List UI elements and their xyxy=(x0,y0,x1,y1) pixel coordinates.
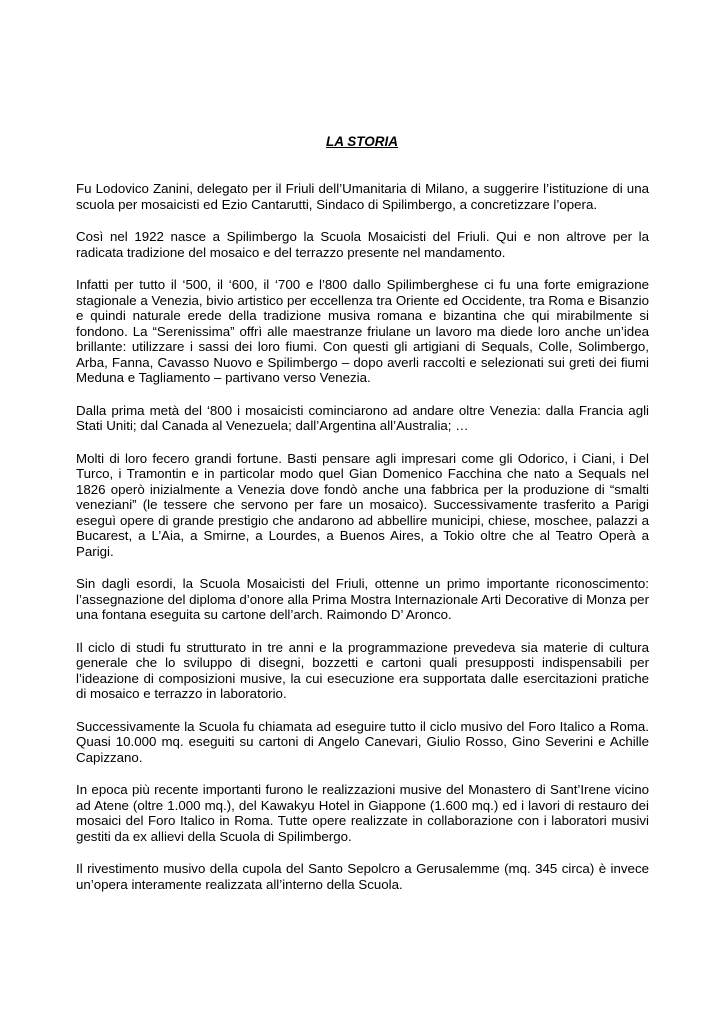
paragraph-5: Molti di loro fecero grandi fortune. Basti pensare agli impresari come gli Odorico, i Ciani, i Del Turco, i Tramontin e in particolar modo quel Gian Domenico Facchina che nato a Sequals nel 1826 operò inizialmente a Venezia dove fondò anche una fabbrica per la produzione di “smalti veneziani” (le tessere che servono per fare un mosaico). Successivamente trasferito a Parigi eseguì opere di grande prestigio che andarono ad abbellire municipi, chiese, moschee, palazzi a Bucarest, a L’Aia, a Smirne, a Lourdes, a Buenos Aires, a Tokio oltre che al Teatro Operà a Parigi. xyxy=(76,450,649,559)
paragraph-2: Così nel 1922 nasce a Spilimbergo la Scuola Mosaicisti del Friuli. Qui e non altrove per la radicata tradizione del mosaico e del terrazzo presente nel mandamento. xyxy=(76,229,649,260)
paragraph-7: Il ciclo di studi fu strutturato in tre anni e la programmazione prevedeva sia materie di cultura generale che lo sviluppo di disegni, bozzetti e cartoni quali presupposti indispensabili per l’ideazione di composizioni musive, la cui esecuzione era supportata dalle esercitazioni pratiche di mosaico e terrazzo in laboratorio. xyxy=(76,639,649,701)
paragraph-9: In epoca più recente importanti furono le realizzazioni musive del Monastero di Sant’Irene vicino ad Atene (oltre 1.000 mq.), del Kawakyu Hotel in Giappone (1.600 mq.) ed i lavori di restauro dei mosaici del Foro Italico in Roma. Tutte opere realizzate in collaborazione con i laboratori musivi gestiti da ex allievi della Scuola di Spilimbergo. xyxy=(76,782,649,844)
paragraph-1: Fu Lodovico Zanini, delegato per il Friuli dell’Umanitaria di Milano, a suggerire l’istituzione di una scuola per mosaicisti ed Ezio Cantarutti, Sindaco di Spilimbergo, a concretizzare l’opera. xyxy=(76,181,649,212)
paragraph-4: Dalla prima metà del ‘800 i mosaicisti cominciarono ad andare oltre Venezia: dalla Francia agli Stati Uniti; dal Canada al Venezuela; dall’Argentina all’Australia; … xyxy=(76,402,649,433)
paragraph-8: Successivamente la Scuola fu chiamata ad eseguire tutto il ciclo musivo del Foro Italico a Roma. Quasi 10.000 mq. eseguiti su cartoni di Angelo Canevari, Giulio Rosso, Gino Severini e Achille Capizzano. xyxy=(76,718,649,765)
paragraph-10: Il rivestimento musivo della cupola del Santo Sepolcro a Gerusalemme (mq. 345 circa) è invece un’opera interamente realizzata all’interno della Scuola. xyxy=(76,861,649,892)
page-title: LA STORIA xyxy=(325,134,398,149)
paragraph-6: Sin dagli esordi, la Scuola Mosaicisti del Friuli, ottenne un primo importante riconoscimento: l’assegnazione del diploma d’onore alla Prima Mostra Internazionale Arti Decorative di Monza per una fontana eseguita su cartone dell’arch. Raimondo D’ Aronco. xyxy=(76,576,649,622)
paragraph-3: Infatti per tutto il ‘500, il ‘600, il ‘700 e l’800 dallo Spilimberghese ci fu una forte emigrazione stagionale a Venezia, bivio artistico per eccellenza tra Oriente ed Occidente, tra Roma e Bisanzio e quindi naturale erede della tradizione musiva romana e bizantina che qui mirabilmente si fondono. La “Serenissima” offrì alle maestranze friulane un lavoro ma diede loro anche un’idea brillante: utilizzare i sassi dei loro fiumi. Con questi gli artigiani di Sequals, Colle, Solimbergo, Arba, Fanna, Cavasso Nuovo e Spilimbergo – dopo averli raccolti e selezionati sui greti dei fiumi Meduna e Tagliamento – partivano verso Venezia. xyxy=(76,277,649,385)
document-body xyxy=(76,181,649,909)
